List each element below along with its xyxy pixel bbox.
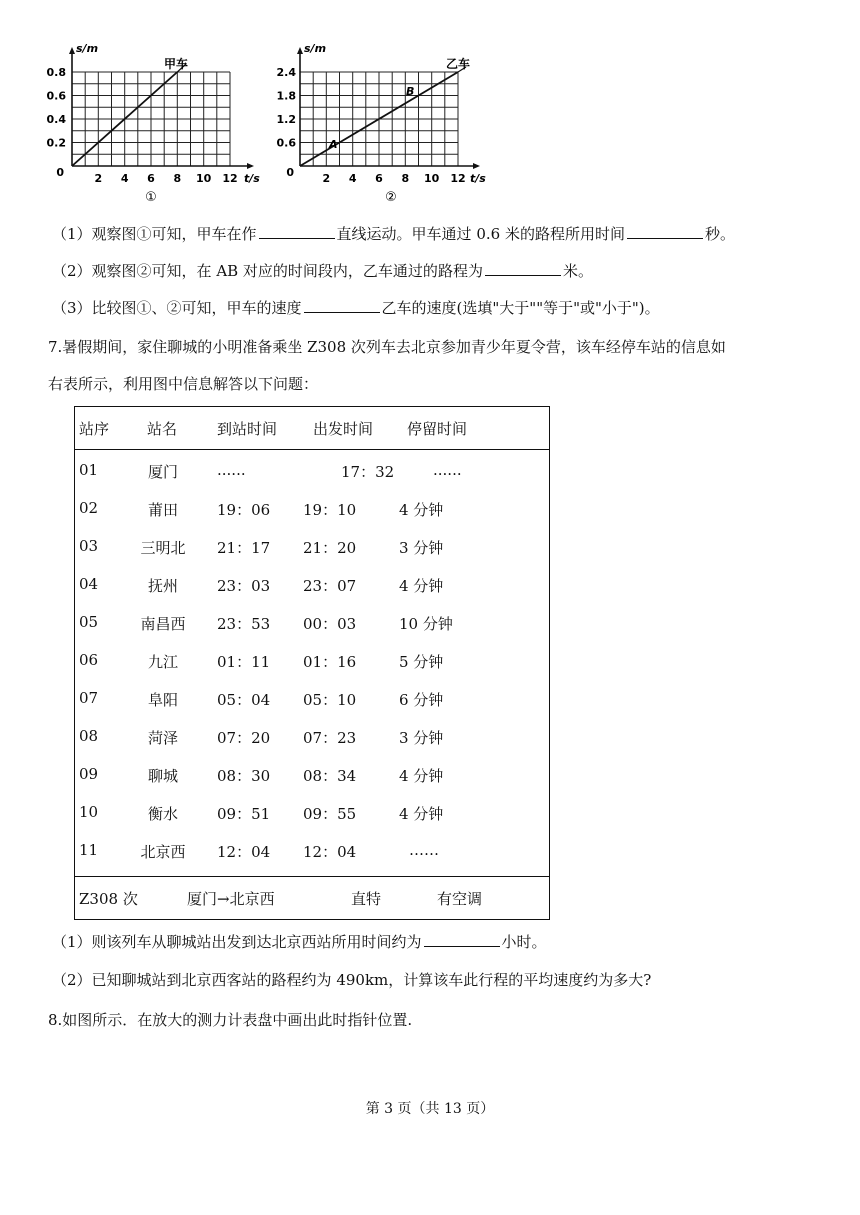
graph2-y-axis-label: s/m — [304, 42, 327, 55]
graph2-x-tick: 10 — [424, 172, 440, 185]
q7-intro-line2: 右表所示，利用图中信息解答以下问题： — [48, 375, 319, 393]
graph-2 — [276, 36, 510, 206]
graph1-x-tick: 8 — [173, 172, 182, 185]
graph2-y-tick: 1.2 — [276, 113, 296, 126]
answer-blank[interactable] — [259, 224, 335, 239]
q8-text: 8.如图所示．在放大的测力计表盘中画出此时指针位置. — [48, 1011, 413, 1029]
graph2-caption: ② — [385, 190, 397, 205]
graph-1 — [40, 36, 270, 206]
train-schedule-table — [74, 406, 550, 920]
graph2-x-tick: 8 — [401, 172, 410, 185]
header-cell: 到站时间 — [217, 420, 278, 438]
graph2-x-tick: 12 — [450, 172, 466, 185]
table-row: 05 南昌西 23：53 00：03 10 分钟 — [79, 613, 453, 633]
graph1-y-tick: 0.8 — [46, 66, 66, 79]
q6-part1: （1）观察图①可知，甲车在作 直线运动。甲车通过 0.6 米的路程所用时间 秒。 — [52, 225, 735, 243]
answer-blank[interactable] — [485, 261, 561, 276]
graph1-x-axis-label: t/s — [244, 172, 260, 185]
graph2-x-tick: 6 — [375, 172, 383, 185]
header-cell: 出发时间 — [313, 420, 374, 438]
table-row: 07 阜阳 05：04 05：10 6 分钟 — [79, 689, 444, 709]
table-footer-row: Z308 次 厦门→北京西 直特 有空调 — [75, 876, 549, 919]
graph1-y-tick: 0.6 — [46, 89, 66, 103]
graph1-y-tick: 0.4 — [46, 113, 66, 126]
graph2-y-tick: 0.6 — [276, 136, 296, 150]
answer-blank[interactable] — [627, 224, 703, 239]
table-row: 04 抚州 23：03 23：07 4 分钟 — [79, 575, 444, 595]
table-row: 01 厦门 ...... 17：32 ...... — [79, 461, 462, 481]
graph1-x-tick: 6 — [147, 172, 155, 185]
header-cell: 站名 — [147, 420, 178, 438]
graph1-x-tick: 2 — [94, 172, 103, 185]
graph1-x-tick: 12 — [222, 172, 238, 185]
graph2-origin: 0 — [286, 166, 294, 179]
graph1-x-tick: 4 — [120, 172, 129, 185]
header-cell: 站序 — [79, 420, 110, 438]
graph1-y-axis-label: s/m — [76, 42, 99, 55]
q7-part1: （1）则该列车从聊城站出发到达北京西站所用时间约为 小时。 — [52, 933, 547, 951]
graph2-y-tick: 1.8 — [276, 89, 296, 103]
graph1-caption: ① — [145, 190, 157, 205]
graph2-x-tick: 4 — [348, 172, 357, 185]
graph2-point-a-label: A — [329, 138, 338, 151]
graph2-x-axis-label: t/s — [470, 172, 486, 185]
graph2-point-b-label: B — [406, 85, 415, 98]
table-row: 11 北京西 12：04 12：04 …… — [79, 841, 439, 861]
graph2-y-tick: 2.4 — [276, 66, 296, 79]
table-header-row — [75, 407, 549, 450]
table-row: 10 衡水 09：51 09：55 4 分钟 — [79, 803, 444, 823]
graph1-origin: 0 — [56, 166, 64, 179]
table-row: 02 莆田 19：06 19：10 4 分钟 — [79, 499, 444, 519]
q7-part2: （2）已知聊城站到北京西客站的路程约为 490km，计算该车此行程的平均速度约为多大? — [52, 971, 652, 989]
q6-part3: （3）比较图①、②可知，甲车的速度 乙车的速度(选填"大于""等于"或"小于")。 — [52, 299, 660, 317]
answer-blank[interactable] — [424, 932, 500, 947]
table-row: 06 九江 01：11 01：16 5 分钟 — [79, 651, 444, 671]
answer-blank[interactable] — [304, 298, 380, 313]
table-row: 09 聊城 08：30 08：34 4 分钟 — [79, 765, 444, 785]
table-row: 08 菏泽 07：20 07：23 3 分钟 — [79, 727, 444, 747]
header-cell: 停留时间 — [407, 420, 468, 438]
table-row: 03 三明北 21：17 21：20 3 分钟 — [79, 537, 444, 557]
q7-intro-line1: 7.暑假期间，家住聊城的小明准备乘坐 Z308 次列车去北京参加青少年夏令营，该车经停车站的信息如 — [48, 338, 726, 356]
q6-part2: （2）观察图②可知，在 AB 对应的时间段内，乙车通过的路程为 米。 — [52, 262, 593, 280]
page-footer: 第 3 页（共 13 页） — [365, 1101, 495, 1117]
graph2-line-label: 乙车 — [446, 57, 471, 71]
graph1-y-tick: 0.2 — [46, 136, 66, 150]
graph2-x-tick: 2 — [322, 172, 331, 185]
graph1-x-tick: 10 — [196, 172, 212, 185]
graph1-line-label: 甲车 — [164, 57, 189, 71]
